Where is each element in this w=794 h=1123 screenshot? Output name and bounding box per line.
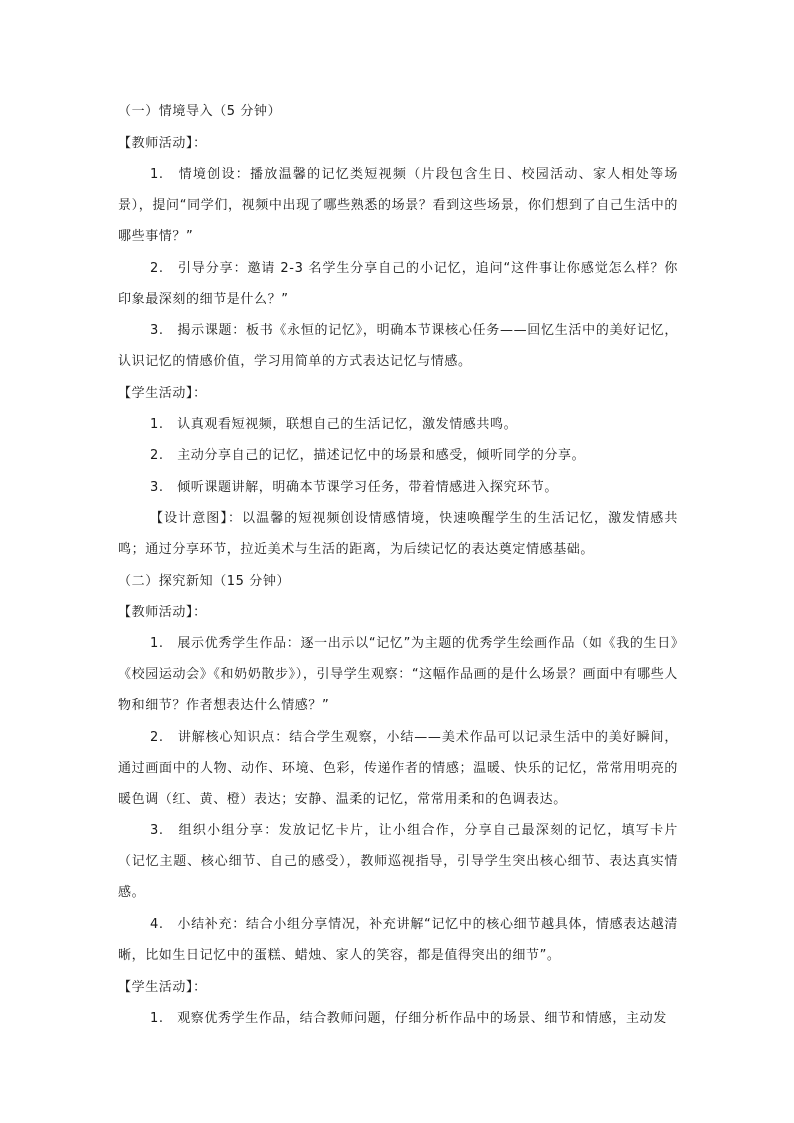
student-activity-label-2: 【学生活动】： (118, 980, 207, 995)
teacher-item-2-2: 2. 讲解核心知识点：结合学生观察，小结——美术作品可以记录生活中的美好瞬间，通过画面中的人物、动作、环境、色彩，传递作者的情感；温暖、快乐的记忆，常常用明亮的暖色调（红、黄、橙）表达；安静、温柔的记忆，常常用柔和的色调表达。 (118, 730, 678, 807)
teacher-item-1: 1. 情境创设：播放温馨的记忆类短视频（片段包含生日、校园活动、家人相处等场景），提问“同学们，视频中出现了哪些熟悉的场景？看到这些场景，你们想到了自己生活中的哪些事情？” (118, 167, 678, 244)
teacher-item-3: 3. 揭示课题：板书《永恒的记忆》，明确本节课核心任务——回忆生活中的美好记忆，认识记忆的情感价值，学习用简单的方式表达记忆与情感。 (118, 323, 678, 369)
teacher-activity-label-2: 【教师活动】： (118, 605, 207, 620)
student-item-2-1: 1. 观察优秀学生作品，结合教师问题，仔细分析作品中的场景、细节和情感，主动发 (150, 1011, 667, 1026)
student-item-3: 3. 倾听课题讲解，明确本节课学习任务，带着情感进入探究环节。 (150, 480, 559, 495)
section-heading-situation-intro: （一）情境导入（5 分钟） (118, 104, 282, 119)
section-heading-explore: （二）探究新知（15 分钟） (118, 574, 291, 589)
student-item-1: 1. 认真观看短视频，联想自己的生活记忆，激发情感共鸣。 (150, 417, 518, 432)
teacher-item-2-3: 3. 组织小组分享：发放记忆卡片，让小组合作，分享自己最深刻的记忆，填写卡片（记忆主题、核心细节、自己的感受），教师巡视指导，引导学生突出核心细节、表达真实情感。 (118, 823, 678, 900)
teacher-item-2: 2. 引导分享：邀请 2-3 名学生分享自己的小记忆，追问“这件事让你感觉怎么样？你印象最深刻的细节是什么？” (118, 261, 678, 307)
design-intent: 【设计意图】：以温馨的短视频创设情感情境，快速唤醒学生的生活记忆，激发情感共鸣；通过分享环节，拉近美术与生活的距离，为后续记忆的表达奠定情感基础。 (118, 511, 678, 557)
teacher-item-2-4: 4. 小结补充：结合小组分享情况，补充讲解“记忆中的核心细节越具体，情感表达越清晰，比如生日记忆中的蛋糕、蜡烛、家人的笑容，都是值得突出的细节”。 (118, 917, 678, 963)
teacher-activity-label: 【教师活动】： (118, 136, 207, 151)
student-activity-label: 【学生活动】： (118, 386, 207, 401)
teacher-item-2-1: 1. 展示优秀学生作品：逐一出示以“记忆”为主题的优秀学生绘画作品（如《我的生日》《校园运动会》《和奶奶散步》），引导学生观察：“这幅作品画的是什么场景？画面中有哪些人物和细节？作者想表达什么情感？” (118, 636, 678, 713)
student-item-2: 2. 主动分享自己的记忆，描述记忆中的场景和感受，倾听同学的分享。 (150, 448, 586, 463)
